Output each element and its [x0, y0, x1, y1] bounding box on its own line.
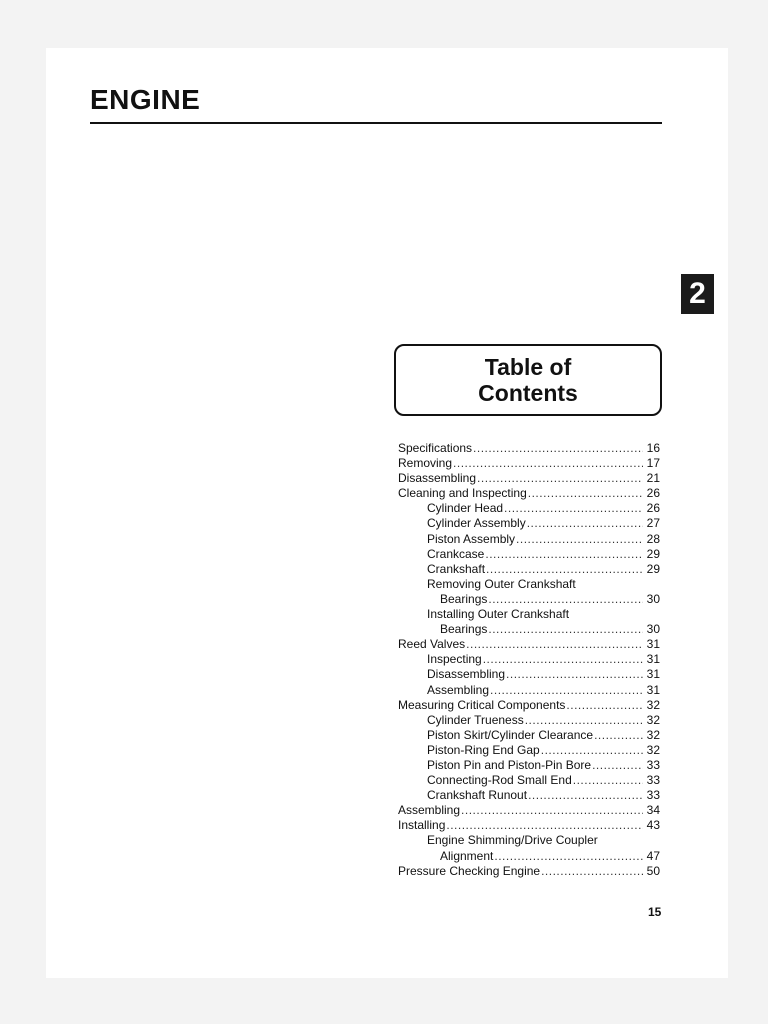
- toc-entry-page: 33: [646, 788, 660, 803]
- dot-leader: [527, 516, 643, 531]
- dot-leader: [488, 592, 643, 607]
- dot-leader: [528, 788, 643, 803]
- toc-entry-page: 21: [646, 471, 660, 486]
- toc-heading-line-1: Table of: [484, 354, 572, 380]
- toc-entry-page: 32: [646, 712, 660, 727]
- toc-entry: [398, 728, 660, 743]
- toc-entry-page: 29: [646, 561, 660, 576]
- toc-entry-heading: Engine Shimming/Drive Coupler: [427, 833, 598, 848]
- toc-entry: [398, 486, 660, 501]
- toc-entry-page: 31: [646, 637, 660, 652]
- page-number: 15: [648, 905, 662, 919]
- toc-entry-page: 26: [646, 501, 660, 516]
- toc-entry-page: 32: [646, 697, 660, 712]
- dot-leader: [525, 713, 643, 728]
- toc-entry-title: Cylinder Head: [427, 501, 504, 516]
- chapter-title: ENGINE: [90, 84, 201, 115]
- toc-entry-title: Assembling: [427, 682, 490, 697]
- toc-entry: [398, 637, 660, 652]
- toc-entry: [398, 456, 660, 471]
- toc-entry-title: Piston Pin and Piston-Pin Bore: [427, 757, 592, 772]
- toc-entry: [398, 532, 660, 547]
- toc-entry: [398, 683, 660, 698]
- toc-entry-page: 34: [646, 803, 660, 818]
- toc-entry: [398, 758, 660, 773]
- toc-entry-title: Piston Skirt/Cylinder Clearance: [427, 727, 594, 742]
- dot-leader: [490, 683, 643, 698]
- dot-leader: [473, 441, 643, 456]
- toc-entry: [398, 667, 660, 682]
- toc-entry: [398, 652, 660, 667]
- dot-leader: [485, 547, 643, 562]
- toc-entry-page: 28: [646, 531, 660, 546]
- dot-leader: [446, 818, 643, 833]
- toc-entry: [398, 788, 660, 803]
- toc-entry-page: 33: [646, 757, 660, 772]
- toc-entry-title: Cleaning and Inspecting: [398, 486, 527, 501]
- chapter-number-tab: 2: [681, 274, 714, 314]
- toc-entry-page: 17: [646, 456, 660, 471]
- toc-entry-page: 31: [646, 667, 660, 682]
- dot-leader: [528, 486, 643, 501]
- table-of-contents: [398, 441, 660, 879]
- toc-entry-title: Removing: [398, 456, 453, 471]
- toc-entry-heading: Removing Outer Crankshaft: [427, 576, 576, 591]
- toc-entry-page: 50: [646, 863, 660, 878]
- toc-entry-title: Connecting-Rod Small End: [427, 773, 572, 788]
- toc-entry-heading: Installing Outer Crankshaft: [427, 607, 570, 622]
- toc-entry-title: Measuring Critical Components: [398, 697, 566, 712]
- toc-entry: [398, 803, 660, 818]
- dot-leader: [488, 622, 643, 637]
- toc-entry-page: 32: [646, 727, 660, 742]
- dot-leader: [494, 849, 643, 864]
- dot-leader: [541, 864, 643, 879]
- dot-leader: [504, 501, 643, 516]
- toc-entry: [398, 713, 660, 728]
- dot-leader: [566, 698, 643, 713]
- toc-heading-box: [394, 344, 662, 416]
- toc-entry: [398, 441, 660, 456]
- title-underline: [90, 122, 662, 124]
- toc-heading-line-2: Contents: [478, 380, 578, 406]
- toc-entry-title: Specifications: [398, 441, 473, 455]
- toc-entry-page: 30: [646, 591, 660, 606]
- toc-entry-title: Bearings: [440, 591, 488, 606]
- toc-entry-title: Piston-Ring End Gap: [427, 742, 540, 757]
- toc-entry-page: 31: [646, 682, 660, 697]
- toc-entry: [398, 471, 660, 486]
- toc-entry: [398, 773, 660, 788]
- toc-entry-page: 30: [646, 622, 660, 637]
- toc-entry: [398, 547, 660, 562]
- toc-entry-page: 26: [646, 486, 660, 501]
- toc-entry-title: Disassembling: [398, 471, 477, 486]
- toc-entry-title: Bearings: [440, 622, 488, 637]
- dot-leader: [477, 471, 643, 486]
- toc-entry: [398, 743, 660, 758]
- toc-entry-title: Installing: [398, 818, 446, 833]
- toc-entry: [398, 562, 660, 577]
- toc-entry: [398, 592, 660, 607]
- toc-entry-page: 27: [646, 516, 660, 531]
- toc-entry-title: Alignment: [440, 848, 494, 863]
- dot-leader: [483, 652, 643, 667]
- toc-entry-title: Cylinder Assembly: [427, 516, 526, 531]
- toc-entry: [398, 516, 660, 531]
- toc-entry-title: Pressure Checking Engine: [398, 863, 541, 878]
- toc-entry-page: 29: [646, 546, 660, 561]
- toc-entry: [398, 818, 660, 833]
- toc-entry-title: Piston Assembly: [427, 531, 516, 546]
- dot-leader: [453, 456, 643, 471]
- toc-entry-page: 31: [646, 652, 660, 667]
- toc-entry-title: Inspecting: [427, 652, 482, 667]
- toc-entry: [398, 864, 660, 879]
- toc-entry-page: 32: [646, 742, 660, 757]
- dot-leader: [461, 803, 643, 818]
- toc-entry-title: Reed Valves: [398, 637, 466, 652]
- toc-entry-title: Crankshaft Runout: [427, 788, 528, 803]
- toc-entry-title: Assembling: [398, 803, 461, 818]
- toc-entry-page: 43: [646, 818, 660, 833]
- toc-entry: [398, 849, 660, 864]
- dot-leader: [592, 758, 643, 773]
- toc-entry: [398, 501, 660, 516]
- toc-entry-title: Crankshaft: [427, 561, 486, 576]
- dot-leader: [573, 773, 643, 788]
- toc-entry: [398, 622, 660, 637]
- toc-entry-title: Crankcase: [427, 546, 485, 561]
- dot-leader: [506, 667, 643, 682]
- toc-entry: [398, 698, 660, 713]
- toc-entry-title: Disassembling: [427, 667, 506, 682]
- dot-leader: [516, 532, 643, 547]
- toc-entry-title: Cylinder Trueness: [427, 712, 524, 727]
- dot-leader: [594, 728, 643, 743]
- dot-leader: [541, 743, 643, 758]
- toc-entry-page: 47: [646, 848, 660, 863]
- toc-entry-page: 16: [646, 441, 660, 455]
- dot-leader: [486, 562, 643, 577]
- toc-entry-page: 33: [646, 773, 660, 788]
- dot-leader: [466, 637, 643, 652]
